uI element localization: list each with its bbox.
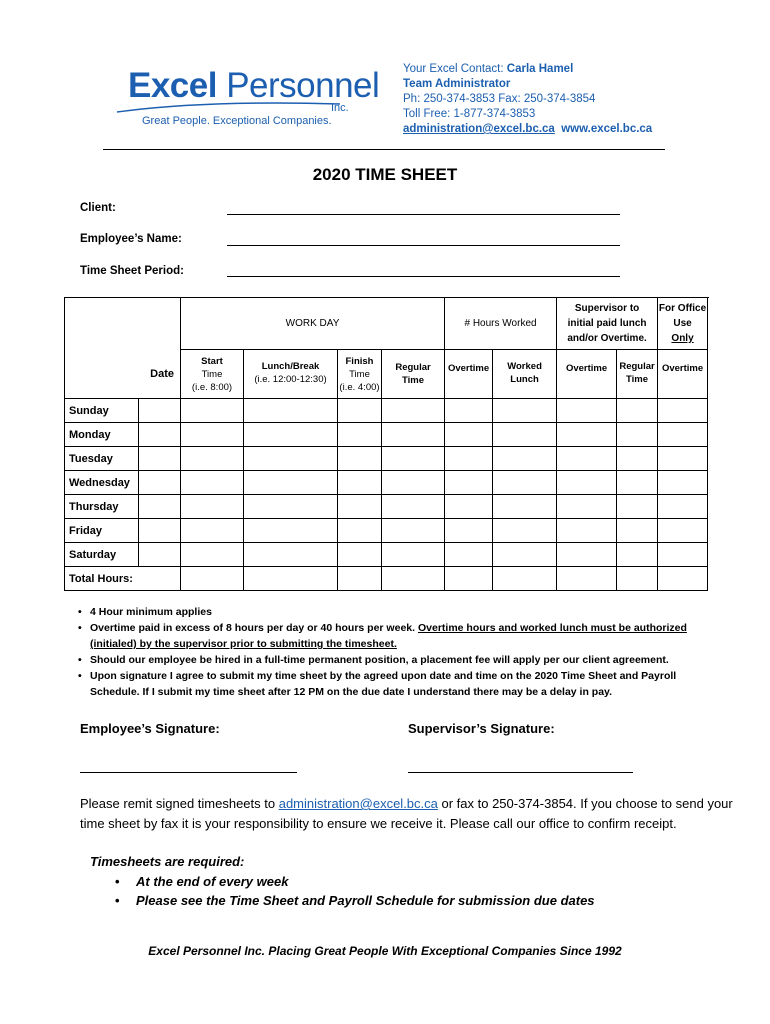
start-line-2: Time [201, 368, 223, 380]
finish-cell[interactable] [338, 495, 382, 519]
start-cell[interactable] [181, 471, 244, 495]
requirement-item: • At the end of every week [90, 872, 595, 892]
supervisor-overtime-label: Overtime [565, 363, 608, 374]
table-row [65, 399, 708, 423]
finish-cell[interactable] [338, 519, 382, 543]
overtime-label: Overtime [447, 363, 490, 374]
day-label: Saturday [65, 543, 139, 567]
lunch-cell[interactable] [244, 423, 338, 447]
total-row [65, 567, 708, 591]
office-regular-cell[interactable] [617, 543, 658, 567]
day-label: Sunday [65, 399, 139, 423]
overtime-cell[interactable] [445, 423, 493, 447]
start-cell[interactable] [181, 447, 244, 471]
lunch-line-1: Lunch/Break [261, 361, 320, 372]
table-header-row-2 [65, 350, 708, 399]
finish-time-header [338, 350, 382, 399]
work-day-header: WORK DAY [181, 298, 445, 350]
start-cell[interactable] [181, 399, 244, 423]
total-worked-lunch-cell[interactable] [493, 567, 557, 591]
overtime-cell[interactable] [445, 399, 493, 423]
office-regular-line-2: Time [626, 374, 649, 385]
office-regular-cell[interactable] [617, 399, 658, 423]
date-cell[interactable] [139, 471, 181, 495]
day-label: Tuesday [65, 447, 139, 471]
page-title: 2020 TIME SHEET [312, 165, 458, 184]
finish-line-2: Time [349, 368, 370, 380]
finish-line-3: (i.e. 4:00) [339, 381, 380, 393]
total-lunch-cell[interactable] [244, 567, 338, 591]
contact-prefix: Your Excel Contact: [403, 63, 507, 75]
contact-email-link[interactable]: administration@excel.bc.ca [403, 123, 555, 135]
office-overtime-header [658, 350, 708, 399]
overtime-cell[interactable] [445, 447, 493, 471]
date-header: Date [65, 350, 181, 399]
overtime-cell[interactable] [445, 471, 493, 495]
office-regular-cell[interactable] [617, 423, 658, 447]
office-overtime-cell[interactable] [658, 543, 708, 567]
finish-cell[interactable] [338, 471, 382, 495]
day-label: Friday [65, 519, 139, 543]
supervisor-overtime-cell[interactable] [557, 399, 617, 423]
employee-signature-field[interactable] [80, 772, 297, 773]
term-item: • Upon signature I agree to submit my time sheet by the agreed upon date and time on the 2020 Time Sheet and Payroll Schedule. If I submit my time sheet after 12 PM on the due date I understand there may be a delay in pay. [78, 668, 728, 700]
start-cell[interactable] [181, 495, 244, 519]
regular-time-header [382, 350, 445, 399]
office-use-line-1: For Office Use [658, 303, 707, 329]
requirements-block [90, 852, 595, 911]
lunch-cell[interactable] [244, 447, 338, 471]
regular-cell[interactable] [382, 543, 445, 567]
requirements-heading: Timesheets are required: [90, 854, 245, 869]
finish-cell[interactable] [338, 543, 382, 567]
logo-inc: Inc. [331, 102, 349, 114]
supervisor-overtime-cell[interactable] [557, 543, 617, 567]
supervisor-overtime-cell[interactable] [557, 519, 617, 543]
finish-cell[interactable] [338, 423, 382, 447]
remit-instructions [80, 794, 760, 834]
term-overtime-text: Overtime paid in excess of 8 hours per day or 40 hours per week. [90, 622, 418, 634]
office-regular-cell[interactable] [617, 495, 658, 519]
table-row [65, 495, 708, 519]
worked-line-1: Worked [507, 361, 542, 372]
worked-lunch-cell[interactable] [493, 399, 557, 423]
employee-name-label: Employee’s Name: [80, 233, 182, 245]
regular-cell[interactable] [382, 399, 445, 423]
office-overtime-cell[interactable] [658, 471, 708, 495]
finish-cell[interactable] [338, 447, 382, 471]
lunch-cell[interactable] [244, 471, 338, 495]
start-line-1: Start [201, 355, 223, 367]
office-overtime-cell[interactable] [658, 519, 708, 543]
table-row [65, 519, 708, 543]
contact-phone: Ph: 250-374-3853 Fax: 250-374-3854 [403, 93, 596, 105]
finish-cell[interactable] [338, 399, 382, 423]
total-office-regular-cell[interactable] [617, 567, 658, 591]
lunch-cell[interactable] [244, 543, 338, 567]
worked-lunch-cell[interactable] [493, 519, 557, 543]
table-row [65, 423, 708, 447]
contact-tollfree: Toll Free: 1-877-374-3853 [403, 108, 536, 120]
client-label: Client: [80, 202, 116, 214]
worked-lunch-cell[interactable] [493, 543, 557, 567]
contact-block [403, 62, 652, 137]
office-overtime-cell[interactable] [658, 447, 708, 471]
terms-list [78, 604, 728, 700]
total-finish-cell[interactable] [338, 567, 382, 591]
supervisor-signature-field[interactable] [408, 772, 633, 773]
date-cell[interactable] [139, 423, 181, 447]
start-time-header [181, 350, 244, 399]
table-row [65, 447, 708, 471]
total-supervisor-overtime-cell[interactable] [557, 567, 617, 591]
supervisor-signature-label: Supervisor’s Signature: [408, 721, 555, 736]
regular-cell[interactable] [382, 447, 445, 471]
supervisor-overtime-cell[interactable] [557, 495, 617, 519]
regular-cell[interactable] [382, 423, 445, 447]
office-overtime-cell[interactable] [658, 495, 708, 519]
footer-slogan: Excel Personnel Inc. Placing Great People With Exceptional Companies Since 1992 [148, 944, 622, 958]
contact-name: Carla Hamel [506, 63, 574, 75]
office-use-line-2: Only [671, 333, 694, 344]
term-item: • 4 Hour minimum applies [78, 604, 728, 620]
supervisor-overtime-cell[interactable] [557, 423, 617, 447]
regular-cell[interactable] [382, 519, 445, 543]
contact-website-link[interactable]: www.excel.bc.ca [561, 123, 653, 135]
total-start-cell[interactable] [181, 567, 244, 591]
overtime-cell[interactable] [445, 495, 493, 519]
worked-lunch-cell[interactable] [493, 423, 557, 447]
remit-text-after: or fax to 250-374-3854. If you choose to send your time sheet by fax it is your responsibility to ensure we receive it. Please call our office to confirm receipt. [80, 796, 733, 831]
employee-signature-label: Employee’s Signature: [80, 721, 220, 736]
logo-tagline: Great People. Exceptional Companies. [142, 115, 332, 127]
supervisor-overtime-header [557, 350, 617, 399]
supervisor-overtime-cell[interactable] [557, 447, 617, 471]
office-regular-header [617, 350, 658, 399]
regular-cell[interactable] [382, 471, 445, 495]
overtime-cell[interactable] [445, 519, 493, 543]
header-blank [65, 298, 181, 350]
worked-lunch-cell[interactable] [493, 471, 557, 495]
office-regular-cell[interactable] [617, 447, 658, 471]
total-hours-label: Total Hours: [65, 567, 181, 591]
term-item: • Should our employee be hired in a full-time permanent position, a placement fee will apply per our client agreement. [78, 652, 728, 668]
term-item [78, 620, 728, 652]
lunch-line-2: (i.e. 12:00-12:30) [254, 374, 327, 385]
office-regular-line-1: Regular [619, 361, 655, 372]
client-field[interactable] [227, 214, 620, 215]
supervisor-header: Supervisor to initial paid lunch and/or Overtime. [557, 298, 658, 350]
regular-line-1: Regular [395, 362, 431, 373]
office-overtime-cell[interactable] [658, 399, 708, 423]
total-office-overtime-cell[interactable] [658, 567, 708, 591]
remit-text-before: Please remit signed timesheets to [80, 796, 279, 811]
date-cell[interactable] [139, 447, 181, 471]
day-label: Monday [65, 423, 139, 447]
start-line-3: (i.e. 8:00) [191, 381, 233, 393]
overtime-cell[interactable] [445, 543, 493, 567]
office-overtime-cell[interactable] [658, 423, 708, 447]
office-use-header [658, 298, 708, 350]
remit-email-link[interactable]: administration@excel.bc.ca [278, 796, 438, 811]
date-cell[interactable] [139, 495, 181, 519]
hours-worked-header: # Hours Worked [445, 298, 557, 350]
logo-brand-rest: Personnel [216, 66, 380, 105]
finish-line-1: Finish [345, 355, 374, 367]
regular-line-2: Time [402, 375, 425, 386]
overtime-header [445, 350, 493, 399]
header-divider [103, 149, 665, 150]
logo-brand-bold: Excel [128, 66, 217, 105]
regular-cell[interactable] [382, 495, 445, 519]
start-cell[interactable] [181, 423, 244, 447]
start-cell[interactable] [181, 519, 244, 543]
lunch-cell[interactable] [244, 399, 338, 423]
requirement-item: • Please see the Time Sheet and Payroll Schedule for submission due dates [90, 891, 595, 911]
date-cell[interactable] [139, 543, 181, 567]
lunch-cell[interactable] [244, 519, 338, 543]
date-cell[interactable] [139, 399, 181, 423]
office-regular-cell[interactable] [617, 519, 658, 543]
table-header-row-1 [65, 298, 708, 350]
start-cell[interactable] [181, 543, 244, 567]
total-regular-cell[interactable] [382, 567, 445, 591]
date-cell[interactable] [139, 519, 181, 543]
office-overtime-label: Overtime [661, 363, 704, 374]
term-overtime-authorization: Overtime hours and worked lunch must be authorized (initialed) by the supervisor prior to submitting the timesheet. [90, 622, 687, 650]
timesheet-table [64, 297, 708, 591]
worked-lunch-header [493, 350, 557, 399]
worked-lunch-cell[interactable] [493, 495, 557, 519]
lunch-break-header [244, 350, 338, 399]
time-sheet-period-label: Time Sheet Period: [80, 265, 184, 277]
total-overtime-cell[interactable] [445, 567, 493, 591]
table-row [65, 471, 708, 495]
worked-lunch-cell[interactable] [493, 447, 557, 471]
day-label: Wednesday [65, 471, 139, 495]
worked-line-2: Lunch [510, 374, 539, 385]
lunch-cell[interactable] [244, 495, 338, 519]
table-row [65, 543, 708, 567]
day-label: Thursday [65, 495, 139, 519]
contact-role: Team Administrator [403, 78, 511, 90]
supervisor-overtime-cell[interactable] [557, 471, 617, 495]
time-sheet-period-field[interactable] [227, 276, 620, 277]
office-regular-cell[interactable] [617, 471, 658, 495]
employee-name-field[interactable] [227, 245, 620, 246]
